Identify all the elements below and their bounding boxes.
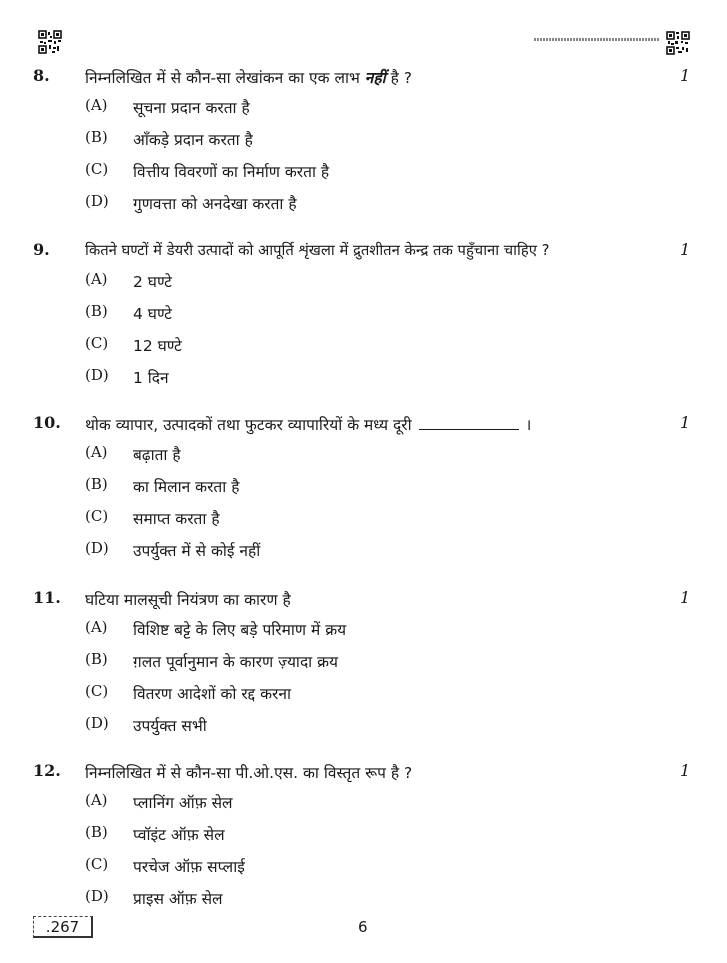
- question-marks: 1: [680, 66, 691, 85]
- question-number: 8.: [33, 66, 50, 85]
- question-emphasis: नहीं: [364, 69, 386, 87]
- question-text: निम्नलिखित में से कौन-सा लेखांकन का एक लाभ नहीं है ?: [85, 69, 412, 87]
- question-number: 9.: [33, 240, 50, 259]
- question-text: निम्नलिखित में से कौन-सा पी.ओ.एस. का विस्तृत रूप है ?: [85, 764, 413, 782]
- question-number: 12.: [33, 761, 61, 780]
- answer-blank: [419, 417, 519, 430]
- question-marks: 1: [680, 240, 691, 259]
- qr-code-icon: [38, 30, 62, 54]
- barcode-strip: [534, 38, 660, 41]
- paper-code: .267: [33, 916, 93, 938]
- question-text: घटिया मालसूची नियंत्रण का कारण है: [85, 591, 291, 609]
- question-marks: 1: [680, 413, 691, 432]
- question-text: कितने घण्टों में डेयरी उत्पादों को आपूर्ति शृंखला में द्रुतशीतन केन्द्र तक पहुँचाना चाहिए ?: [85, 242, 550, 259]
- question-marks: 1: [680, 761, 691, 780]
- question-marks: 1: [680, 588, 691, 607]
- question-text: थोक व्यापार, उत्पादकों तथा फुटकर व्यापारियों के मध्य दूरी ।: [85, 416, 532, 434]
- question-number: 10.: [33, 413, 61, 432]
- page-number: 6: [358, 918, 368, 936]
- qr-code-icon: [666, 31, 690, 55]
- question-number: 11.: [33, 588, 61, 607]
